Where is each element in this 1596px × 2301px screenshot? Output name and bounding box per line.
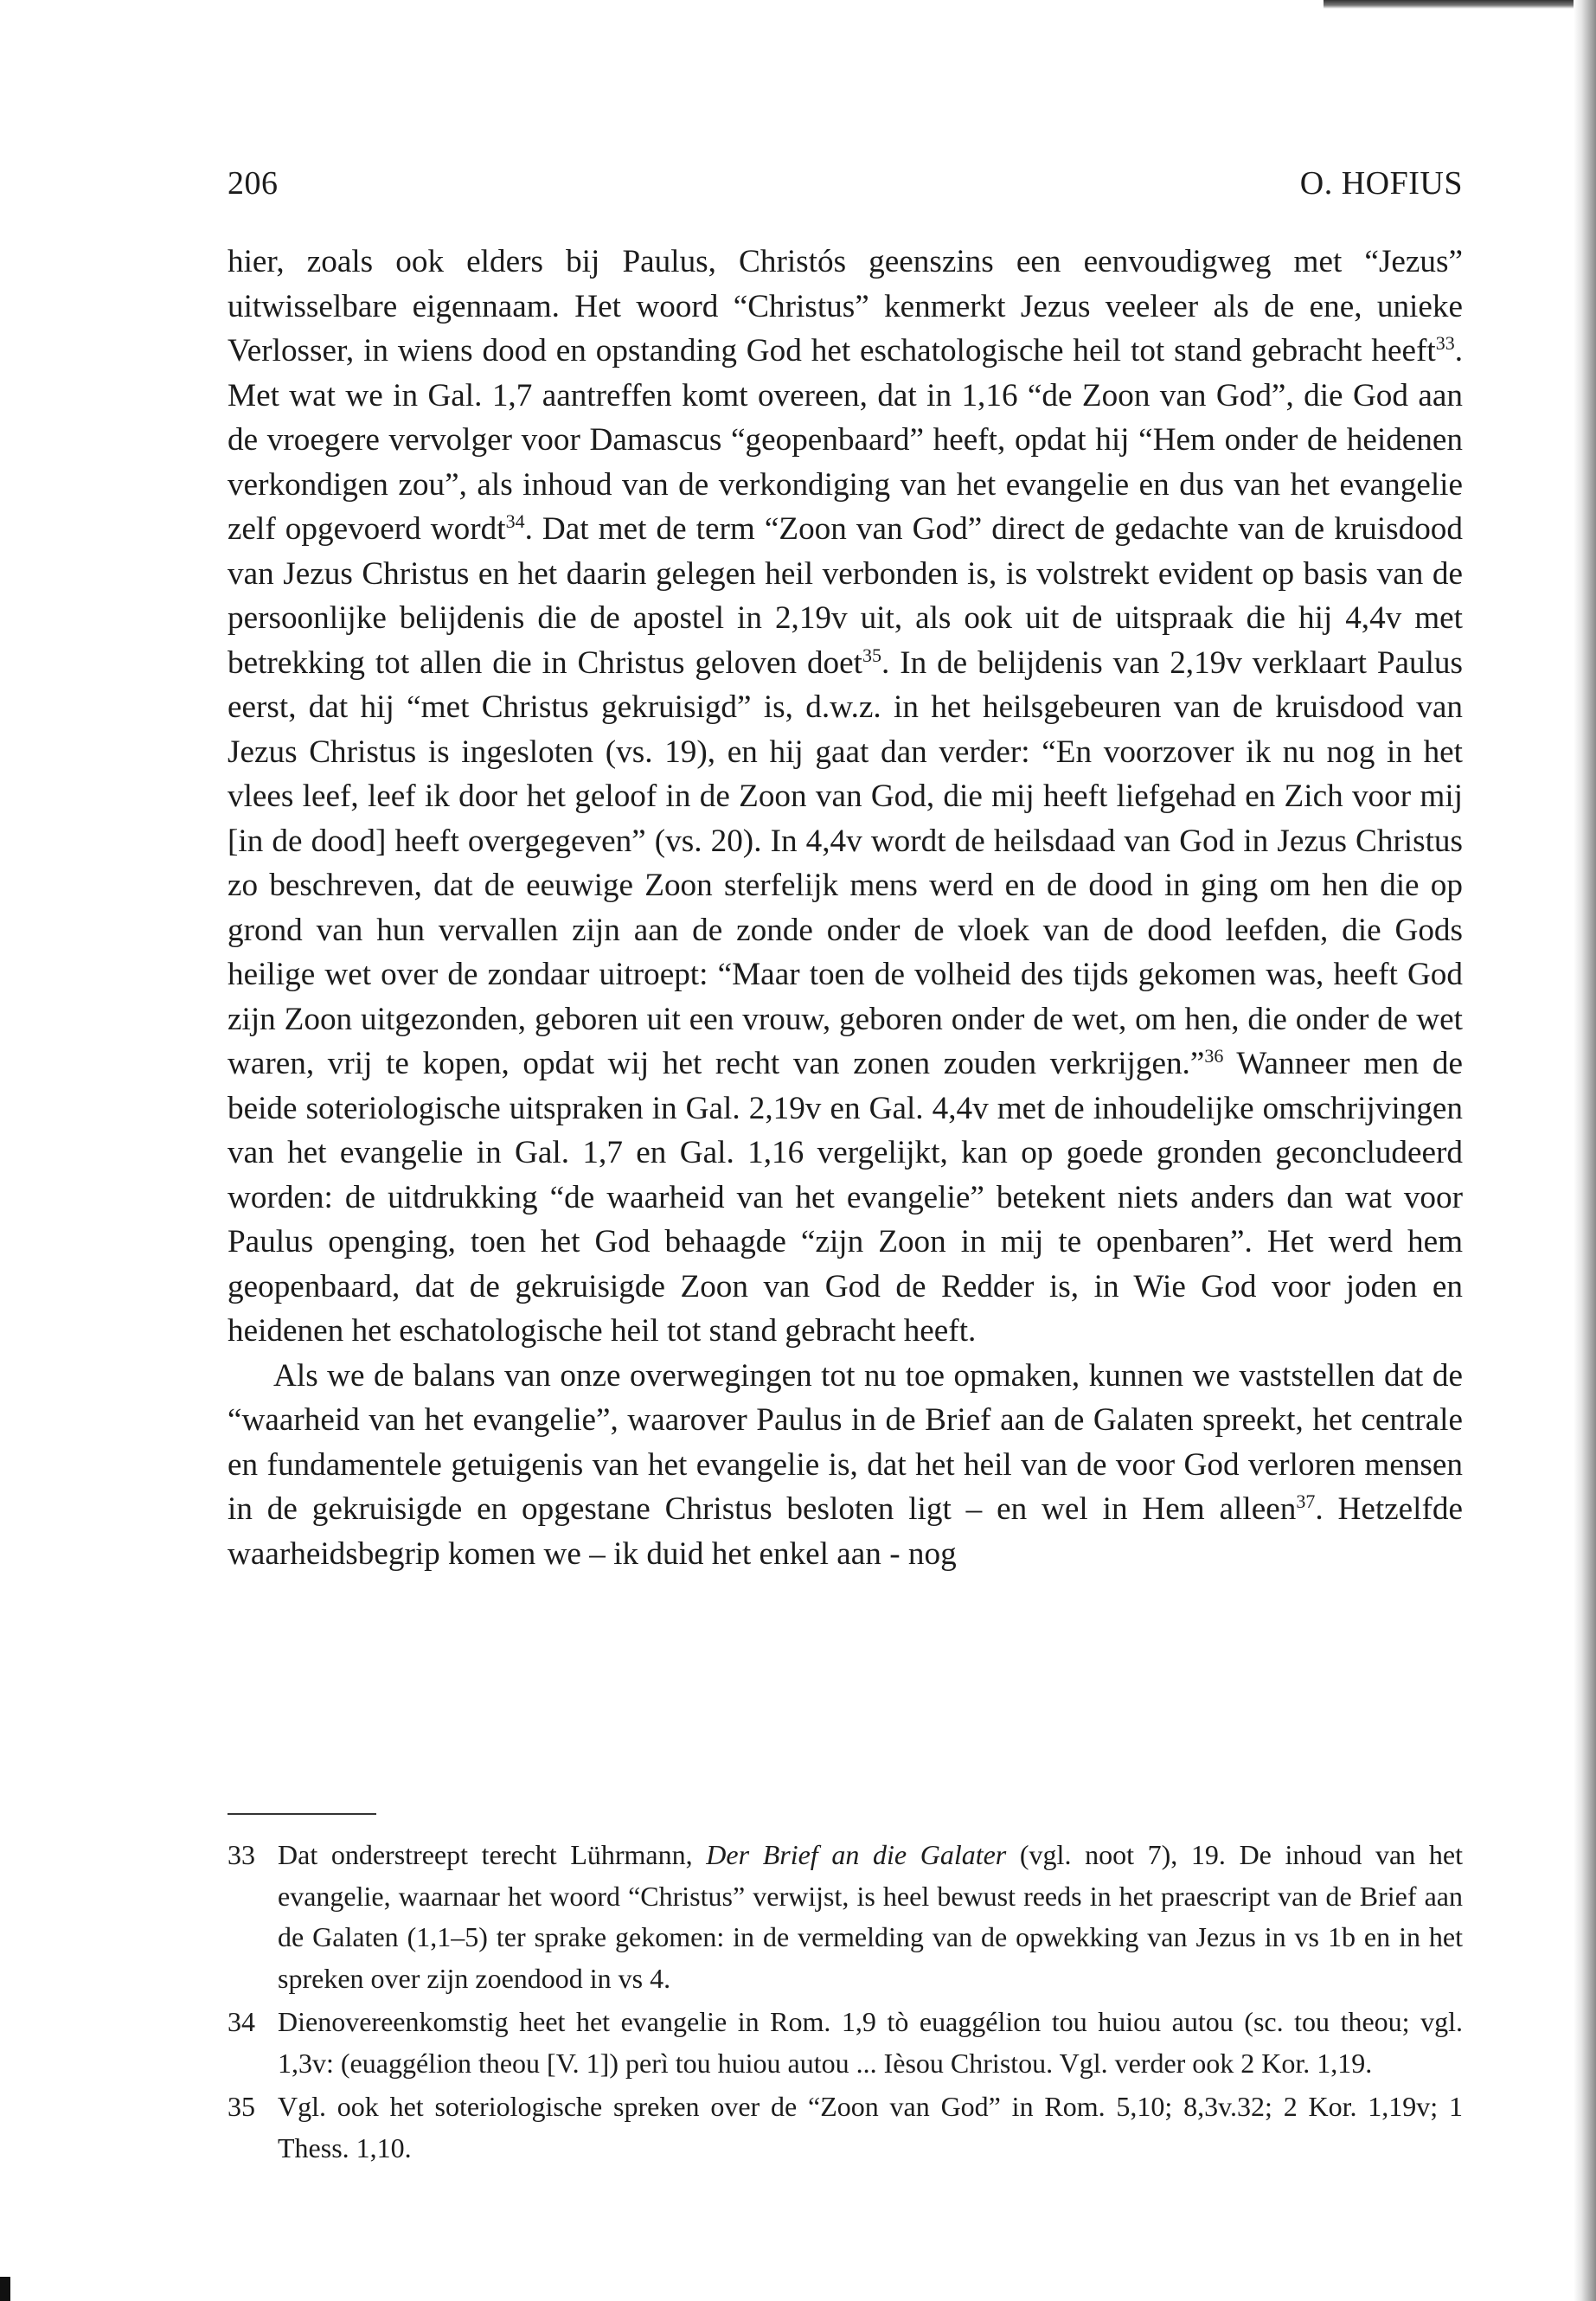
footnote [228,1835,1463,1999]
footnote-number: 33 [228,1839,255,1870]
text-run: Dienovereenkomstig heet het evangelie in Rom. 1,9 tò euaggélion tou huiou autou (sc. tou theou; vgl. 1,3v: (euaggélion theou [V. 1]) perì tou huiou autou ... Ièsou Christou. Vgl. verder ook 2 Kor. 1,19. [278,2006,1463,2079]
scan-edge-mark [0,2277,10,2301]
text-run: Vgl. ook het soteriologische spreken over de “Zoon van God” in Rom. 5,10; 8,3v.32; 2 Kor. 1,19v; 1 Thess. 1,10. [278,2091,1463,2163]
text-run: . Met wat we in Gal. 1,7 aantreffen komt overeen, dat in 1,16 “de Zoon van God”, die God aan de vroegere vervolger voor Damascus “geopenbaard” heeft, opdat hij “Hem onder de heidenen verkondigen zou”, als inhoud van de verkondiging van het evangelie en dus van het evangelie zelf opgevoerd wordt [228,333,1463,547]
running-head: O. HOFIUS [1299,165,1463,202]
text-run: Dat onderstreept terecht Lührmann, [278,1839,707,1870]
footnote-number: 34 [228,2006,255,2037]
footnote-number: 35 [228,2091,255,2122]
text-run: Wanneer men de beide soteriologische uitspraken in Gal. 2,19v en Gal. 4,4v met de inhoudelijke omschrijvingen van het evangelie in Gal. 1,7 en Gal. 1,16 vergelijkt, kan op goede gronden geconcludeerd worden: de uitdrukking “de waarheid van het evangelie” betekent niets anders dan wat voor Paulus openging, toen het God behaagde “zijn Zoon in mij te openbaren”. Het werd hem geopenbaard, dat de gekruisigde Zoon van God de Redder is, in Wie God voor joden en heidenen het eschatologische heil tot stand gebracht heeft. [228,1046,1463,1349]
body-text [228,240,1463,1576]
footnotes [228,1835,1463,2171]
footnote-reference[interactable]: 34 [505,510,525,532]
paragraph [228,1354,1463,1577]
footnote-reference[interactable]: 33 [1435,332,1455,354]
footnote-reference[interactable]: 37 [1296,1490,1316,1512]
page-gutter-shadow [1574,0,1596,2301]
footnote-reference[interactable]: 36 [1204,1045,1224,1067]
page-header [228,164,1463,208]
text-run: . Hetzelfde waarheidsbegrip komen we – ik duid het enkel aan - nog [228,1491,1463,1572]
scan-edge-top [1324,0,1596,9]
footnote [228,2002,1463,2084]
text-run: . Dat met de term “Zoon van God” direct de gedachte van de kruisdood van Jezus Christus en het daarin gelegen heil verbonden is, is volstrekt evident op basis van de persoonlijke belijdenis die de apostel in 2,19v uit, als ook uit de uitspraak die hij 4,4v met betrekking tot allen die in Christus geloven doet [228,511,1463,681]
page-number: 206 [228,165,279,202]
footnote-reference[interactable]: 35 [862,644,881,666]
paragraph [228,240,1463,1354]
footnote [228,2086,1463,2169]
footnote-separator [228,1813,376,1815]
text-run: Als we de balans van onze overwegingen tot nu toe opmaken, kunnen we vaststellen dat de “waarheid van het evangelie”, waarover Paulus in de Brief aan de Galaten spreekt, het centrale en fundamentele getuigenis van het evangelie is, dat het heil van de voor God verloren mensen in de gekruisigde en opgestane Christus besloten ligt – en wel in Hem alleen [228,1357,1463,1527]
text-run: (vgl. noot 7), 19. De inhoud van het evangelie, waarnaar het woord “Christus” verwijst, is heel bewust reeds in het praescript van de Brief aan de Galaten (1,1–5) ter sprake gekomen: in de vermelding van de opwekking van Jezus in vs 1b en in het spreken over zijn zoendood in vs 4. [278,1839,1463,1994]
text-run: . In de belijdenis van 2,19v verklaart Paulus eerst, dat hij “met Christus gekruisigd” is, d.w.z. in het heilsgebeuren van de kruisdood van Jezus Christus is ingesloten (vs. 19), en hij gaat dan verder: “En voorzover ik nu nog in het vlees leef, leef ik door het geloof in de Zoon van God, die mij heeft liefgehad en Zich voor mij [in de dood] heeft overgegeven” (vs. 20). In 4,4v wordt de heilsdaad van God in Jezus Christus zo beschreven, dat de eeuwige Zoon sterfelijk mens werd en de dood in ging om hen die op grond van hun vervallen zijn aan de zonde onder de vloek van de dood leefden, die Gods heilige wet over de zondaar uitroept: “Maar toen de volheid des tijds gekomen was, heeft God zijn Zoon uitgezonden, geboren uit een vrouw, geboren onder de wet, om hen, die onder de wet waren, vrij te kopen, opdat wij het recht van zonen zouden verkrijgen.” [228,644,1463,1081]
italic-title: Der Brief an die Galater [706,1839,1007,1870]
text-run: hier, zoals ook elders bij Paulus, Christós geenszins een eenvoudigweg met “Jezus” uitwisselbare eigennaam. Het woord “Christus” kenmerkt Jezus veeleer als de ene, unieke Verlosser, in wiens dood en opstanding God het eschatologische heil tot stand gebracht heeft [228,244,1463,369]
